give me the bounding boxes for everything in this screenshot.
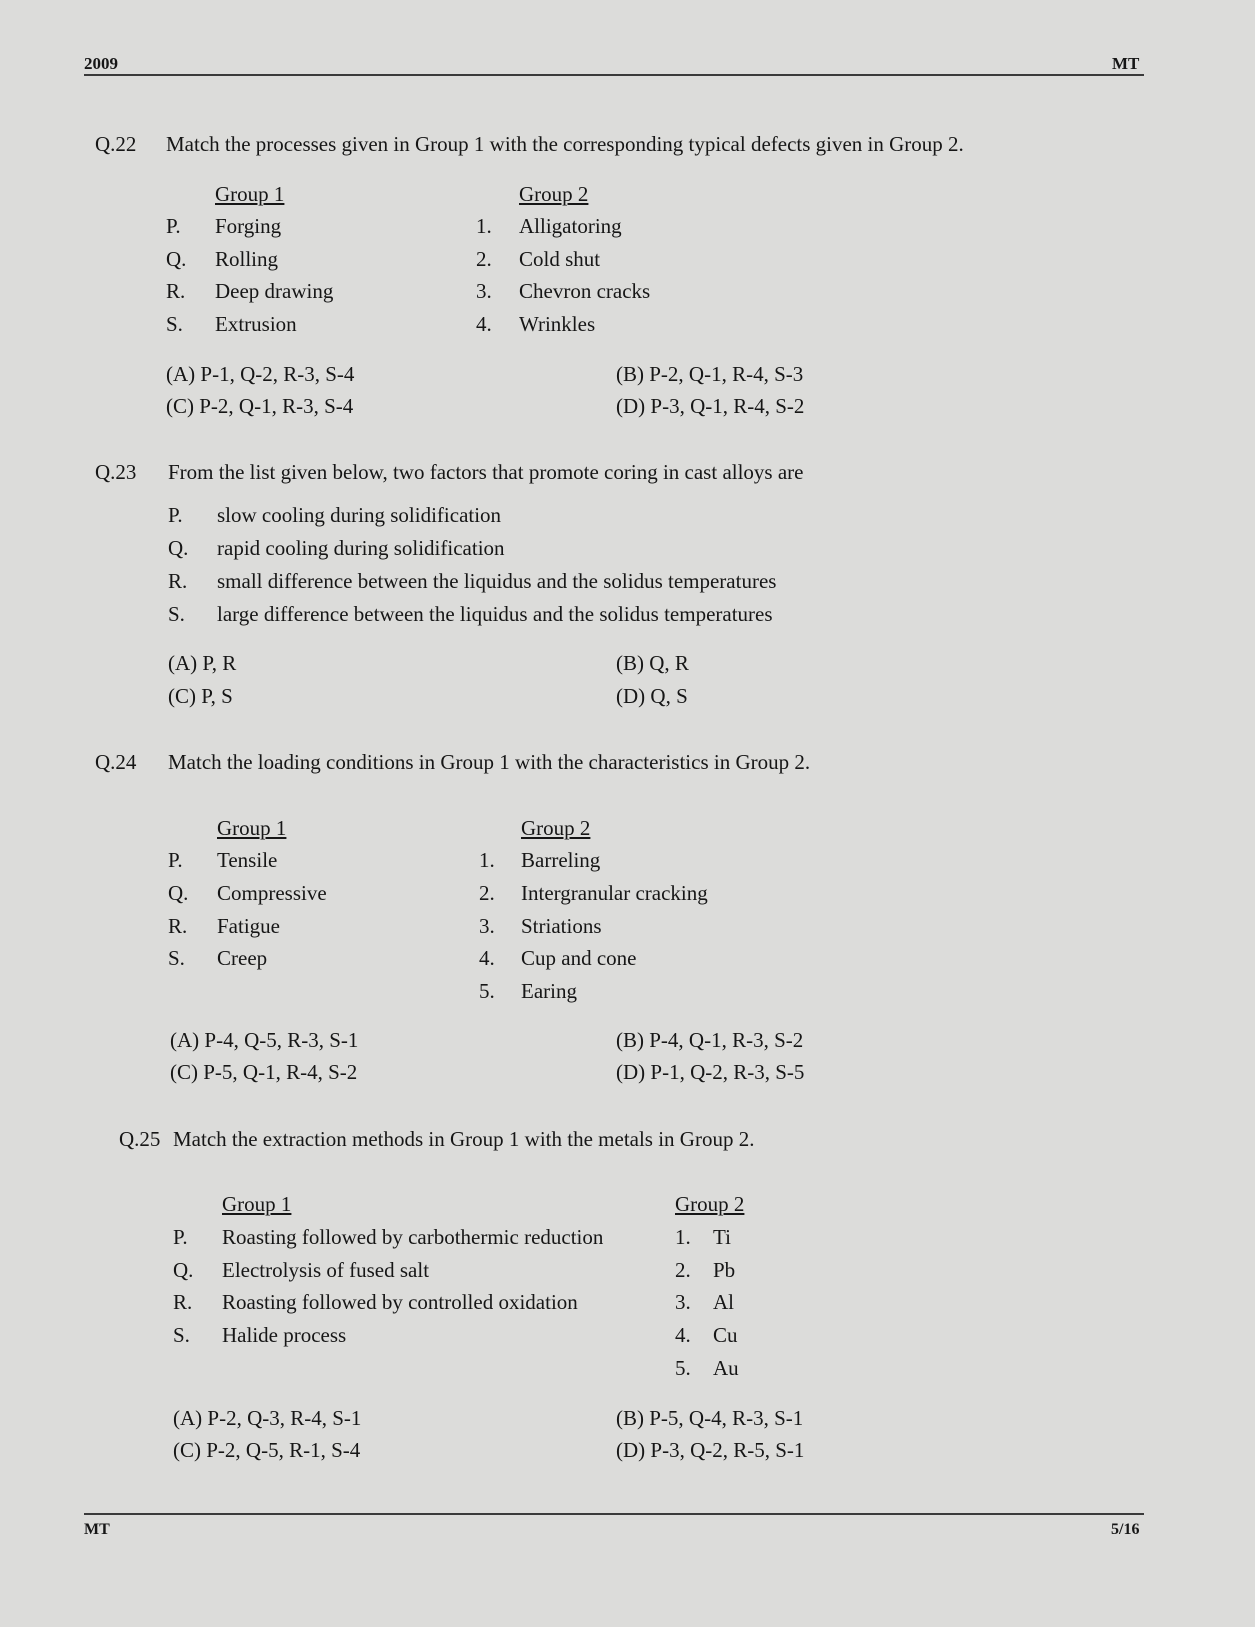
option-c: (C) P, S	[168, 684, 233, 708]
group2-item: Cup and cone	[521, 946, 637, 970]
header-paper-code: MT	[1112, 54, 1140, 73]
group2-item: Wrinkles	[519, 312, 596, 336]
group1-key: R.	[168, 914, 188, 938]
group2-key: 1.	[675, 1225, 691, 1249]
question-text: Match the extraction methods in Group 1 with the metals in Group 2.	[173, 1127, 755, 1151]
group1-key: P.	[168, 848, 183, 872]
group2-item: Earing	[521, 979, 577, 1003]
option-b: (B) P-4, Q-1, R-3, S-2	[616, 1028, 804, 1052]
list-item: slow cooling during solidification	[217, 503, 502, 527]
group1-item: Electrolysis of fused salt	[222, 1258, 430, 1282]
question-text: From the list given below, two factors that promote coring in cast alloys are	[168, 460, 804, 484]
option-c: (C) P-2, Q-5, R-1, S-4	[173, 1438, 361, 1462]
group1-key: P.	[166, 214, 181, 238]
group2-item: Alligatoring	[519, 214, 622, 238]
group2-key: 3.	[479, 914, 495, 938]
header-rule	[84, 74, 1144, 76]
group1-key: R.	[173, 1290, 193, 1314]
group1-key: Q.	[168, 881, 189, 905]
list-key: S.	[168, 602, 185, 626]
group1-item: Roasting followed by carbothermic reduction	[222, 1225, 604, 1249]
question-number: Q.25	[119, 1127, 161, 1151]
list-key: P.	[168, 503, 183, 527]
group2-item: Al	[713, 1290, 734, 1314]
group1-title: Group 1	[217, 816, 287, 840]
option-d: (D) P-3, Q-1, R-4, S-2	[616, 394, 805, 418]
group1-title: Group 1	[215, 182, 285, 206]
group1-item: Compressive	[217, 881, 327, 905]
question-text: Match the loading conditions in Group 1 with the characteristics in Group 2.	[168, 750, 811, 774]
group1-key: R.	[166, 279, 186, 303]
group2-key: 4.	[476, 312, 492, 336]
option-d: (D) P-3, Q-2, R-5, S-1	[616, 1438, 805, 1462]
list-item: small difference between the liquidus and the solidus temperatures	[217, 569, 777, 593]
group1-item: Forging	[215, 214, 282, 238]
option-a: (A) P-1, Q-2, R-3, S-4	[166, 362, 355, 386]
group2-key: 4.	[675, 1323, 691, 1347]
group1-item: Fatigue	[217, 914, 280, 938]
group1-key: Q.	[166, 247, 187, 271]
group2-item: Pb	[713, 1258, 736, 1282]
group2-key: 2.	[476, 247, 492, 271]
group1-item: Tensile	[217, 848, 278, 872]
list-key: R.	[168, 569, 188, 593]
list-item: large difference between the liquidus and the solidus temperatures	[217, 602, 773, 626]
header-year: 2009	[84, 54, 118, 73]
group2-item: Intergranular cracking	[521, 881, 708, 905]
footer-rule	[84, 1513, 1144, 1515]
question-number: Q.22	[95, 132, 137, 156]
group1-key: P.	[173, 1225, 188, 1249]
group1-item: Deep drawing	[215, 279, 334, 303]
group2-item: Cold shut	[519, 247, 601, 271]
group2-item: Cu	[713, 1323, 738, 1347]
group2-item: Ti	[713, 1225, 731, 1249]
group2-item: Barreling	[521, 848, 601, 872]
group2-key: 1.	[479, 848, 495, 872]
group1-item: Creep	[217, 946, 268, 970]
option-b: (B) Q, R	[616, 651, 689, 675]
option-b: (B) P-5, Q-4, R-3, S-1	[616, 1406, 804, 1430]
group2-key: 4.	[479, 946, 495, 970]
group2-key: 2.	[479, 881, 495, 905]
group2-title: Group 2	[519, 182, 589, 206]
group2-key: 3.	[675, 1290, 691, 1314]
group1-item: Extrusion	[215, 312, 297, 336]
group1-item: Halide process	[222, 1323, 347, 1347]
group2-key: 5.	[479, 979, 495, 1003]
group2-item: Chevron cracks	[519, 279, 651, 303]
option-a: (A) P-2, Q-3, R-4, S-1	[173, 1406, 362, 1430]
group1-key: S.	[173, 1323, 190, 1347]
group2-key: 2.	[675, 1258, 691, 1282]
option-a: (A) P, R	[168, 651, 237, 675]
question-number: Q.24	[95, 750, 137, 774]
footer-page-number: 5/16	[1111, 1521, 1140, 1538]
option-c: (C) P-2, Q-1, R-3, S-4	[166, 394, 354, 418]
list-item: rapid cooling during solidification	[217, 536, 505, 560]
question-number: Q.23	[95, 460, 137, 484]
group1-key: Q.	[173, 1258, 194, 1282]
group2-key: 1.	[476, 214, 492, 238]
group1-key: S.	[166, 312, 183, 336]
group1-item: Roasting followed by controlled oxidation	[222, 1290, 578, 1314]
list-key: Q.	[168, 536, 189, 560]
group1-key: S.	[168, 946, 185, 970]
option-a: (A) P-4, Q-5, R-3, S-1	[170, 1028, 359, 1052]
group2-key: 3.	[476, 279, 492, 303]
group1-item: Rolling	[215, 247, 279, 271]
option-d: (D) P-1, Q-2, R-3, S-5	[616, 1060, 805, 1084]
question-text: Match the processes given in Group 1 with the corresponding typical defects given in Group 2.	[166, 132, 964, 156]
group2-item: Striations	[521, 914, 602, 938]
group2-title: Group 2	[521, 816, 591, 840]
group2-key: 5.	[675, 1356, 691, 1380]
option-c: (C) P-5, Q-1, R-4, S-2	[170, 1060, 358, 1084]
footer-paper-code: MT	[84, 1521, 110, 1538]
group2-item: Au	[713, 1356, 739, 1380]
option-d: (D) Q, S	[616, 684, 688, 708]
group2-title: Group 2	[675, 1192, 745, 1216]
option-b: (B) P-2, Q-1, R-4, S-3	[616, 362, 804, 386]
group1-title: Group 1	[222, 1192, 292, 1216]
